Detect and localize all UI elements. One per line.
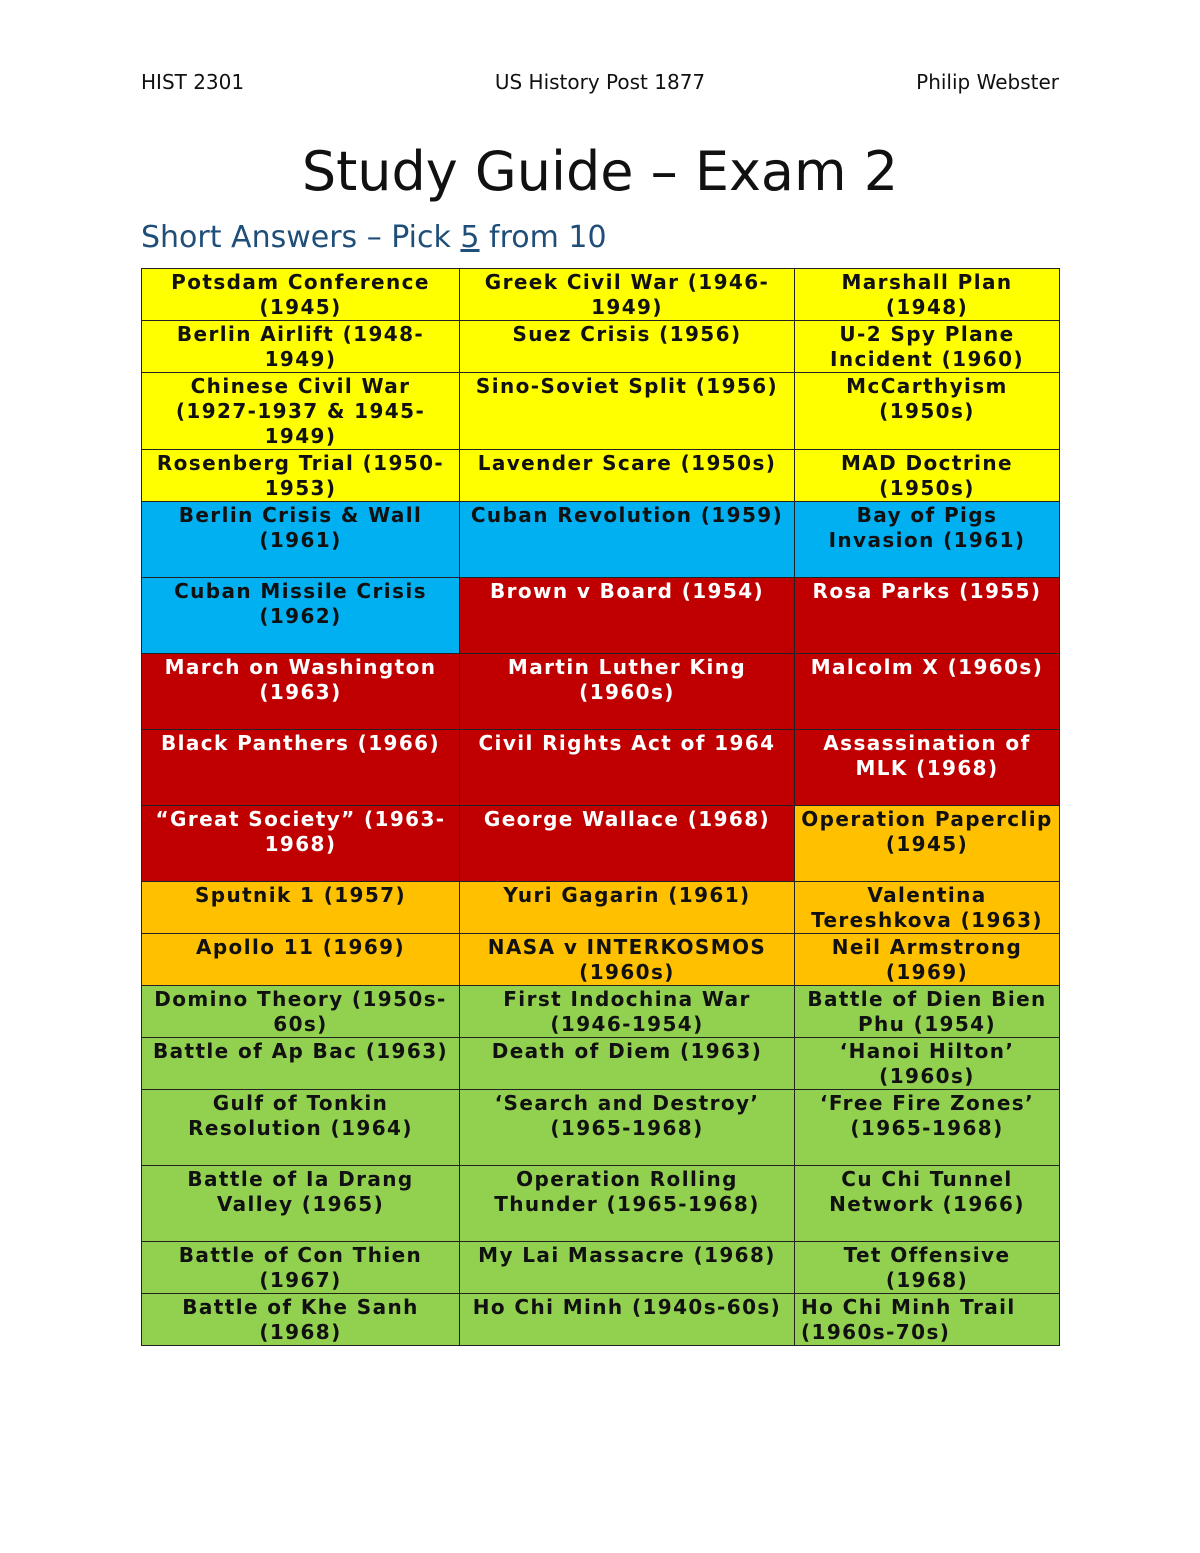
- topic-cell: Berlin Airlift (1948-1949): [142, 321, 460, 373]
- topic-cell: Malcolm X (1960s): [795, 654, 1060, 730]
- instructor-name: Philip Webster: [916, 70, 1059, 94]
- topic-cell: “Great Society” (1963-1968): [142, 806, 460, 882]
- topic-cell: Operation Paperclip (1945): [795, 806, 1060, 882]
- topic-cell: Assassination of MLK (1968): [795, 730, 1060, 806]
- topic-cell: Battle of Ia Drang Valley (1965): [142, 1166, 460, 1242]
- table-row: [142, 806, 1060, 882]
- course-name: US History Post 1877: [494, 70, 706, 94]
- table-row: [142, 578, 1060, 654]
- topic-cell: Rosa Parks (1955): [795, 578, 1060, 654]
- topic-cell: Marshall Plan (1948): [795, 269, 1060, 321]
- topic-cell: Chinese Civil War (1927-1937 & 1945-1949): [142, 373, 460, 450]
- table-row: [142, 730, 1060, 806]
- table-row: [142, 321, 1060, 373]
- topic-cell: My Lai Massacre (1968): [460, 1242, 795, 1294]
- section-heading-count: 5: [460, 220, 480, 255]
- topic-cell: Ho Chi Minh Trail (1960s-70s): [795, 1294, 1060, 1346]
- topic-cell: Bay of Pigs Invasion (1961): [795, 502, 1060, 578]
- topic-cell: Operation Rolling Thunder (1965-1968): [460, 1166, 795, 1242]
- section-heading: [141, 220, 607, 255]
- topic-cell: Black Panthers (1966): [142, 730, 460, 806]
- table-row: [142, 934, 1060, 986]
- topic-cell: U-2 Spy Plane Incident (1960): [795, 321, 1060, 373]
- topic-cell: Tet Offensive (1968): [795, 1242, 1060, 1294]
- topic-cell: Ho Chi Minh (1940s-60s): [460, 1294, 795, 1346]
- topic-cell: ‘Hanoi Hilton’ (1960s): [795, 1038, 1060, 1090]
- topic-cell: NASA v INTERKOSMOS (1960s): [460, 934, 795, 986]
- topic-cell: Neil Armstrong (1969): [795, 934, 1060, 986]
- section-heading-suffix: from 10: [479, 220, 607, 255]
- topic-cell: Gulf of Tonkin Resolution (1964): [142, 1090, 460, 1166]
- topic-cell: Martin Luther King (1960s): [460, 654, 795, 730]
- topic-cell: MAD Doctrine (1950s): [795, 450, 1060, 502]
- page-title: Study Guide – Exam 2: [301, 140, 899, 203]
- table-row: [142, 373, 1060, 450]
- topic-cell: Domino Theory (1950s-60s): [142, 986, 460, 1038]
- topic-cell: Battle of Dien Bien Phu (1954): [795, 986, 1060, 1038]
- course-code: HIST 2301: [141, 70, 245, 94]
- topic-cell: Greek Civil War (1946-1949): [460, 269, 795, 321]
- topic-cell: Lavender Scare (1950s): [460, 450, 795, 502]
- topic-cell: Apollo 11 (1969): [142, 934, 460, 986]
- study-topics-body: [142, 269, 1060, 1346]
- topic-cell: Rosenberg Trial (1950-1953): [142, 450, 460, 502]
- topic-cell: First Indochina War (1946-1954): [460, 986, 795, 1038]
- topic-cell: Valentina Tereshkova (1963): [795, 882, 1060, 934]
- table-row: [142, 882, 1060, 934]
- topic-cell: March on Washington (1963): [142, 654, 460, 730]
- topic-cell: Battle of Con Thien (1967): [142, 1242, 460, 1294]
- table-row: [142, 986, 1060, 1038]
- topic-cell: Cuban Revolution (1959): [460, 502, 795, 578]
- topic-cell: Potsdam Conference (1945): [142, 269, 460, 321]
- table-row: [142, 1166, 1060, 1242]
- table-row: [142, 269, 1060, 321]
- table-row: [142, 1242, 1060, 1294]
- topic-cell: Battle of Khe Sanh (1968): [142, 1294, 460, 1346]
- table-row: [142, 450, 1060, 502]
- topic-cell: Cu Chi Tunnel Network (1966): [795, 1166, 1060, 1242]
- topic-cell: ‘Search and Destroy’ (1965-1968): [460, 1090, 795, 1166]
- study-topics-table: [141, 268, 1060, 1346]
- topic-cell: Sputnik 1 (1957): [142, 882, 460, 934]
- topic-cell: Suez Crisis (1956): [460, 321, 795, 373]
- table-row: [142, 502, 1060, 578]
- section-heading-prefix: Short Answers – Pick: [141, 220, 461, 255]
- topic-cell: Berlin Crisis & Wall (1961): [142, 502, 460, 578]
- topic-cell: Civil Rights Act of 1964: [460, 730, 795, 806]
- table-row: [142, 654, 1060, 730]
- topic-cell: Yuri Gagarin (1961): [460, 882, 795, 934]
- table-row: [142, 1038, 1060, 1090]
- table-row: [142, 1294, 1060, 1346]
- topic-cell: Sino-Soviet Split (1956): [460, 373, 795, 450]
- topic-cell: Brown v Board (1954): [460, 578, 795, 654]
- topic-cell: ‘Free Fire Zones’ (1965-1968): [795, 1090, 1060, 1166]
- topic-cell: McCarthyism (1950s): [795, 373, 1060, 450]
- topic-cell: Death of Diem (1963): [460, 1038, 795, 1090]
- topic-cell: George Wallace (1968): [460, 806, 795, 882]
- topic-cell: Battle of Ap Bac (1963): [142, 1038, 460, 1090]
- topic-cell: Cuban Missile Crisis (1962): [142, 578, 460, 654]
- table-row: [142, 1090, 1060, 1166]
